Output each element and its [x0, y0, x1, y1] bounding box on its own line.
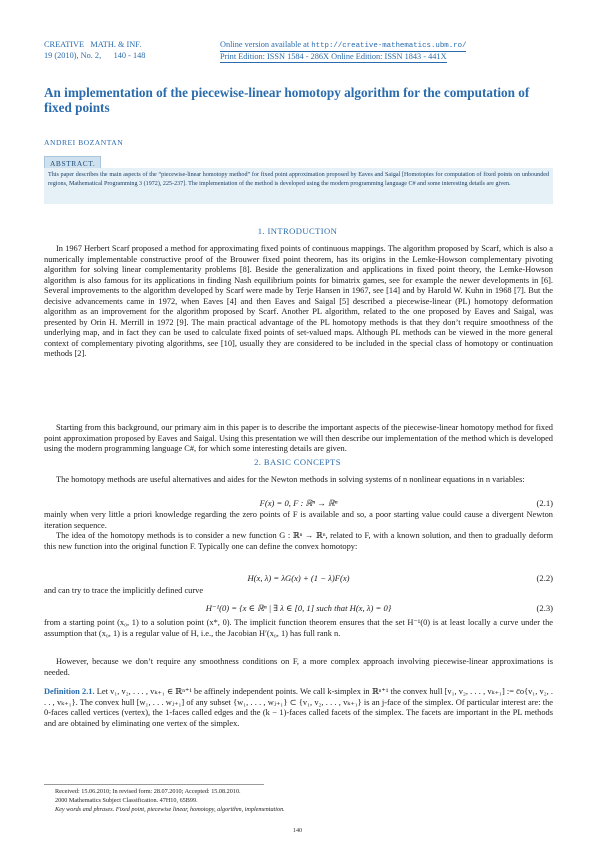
- definition-2-1: [44, 687, 553, 729]
- author-name: ANDREI BOZANTAN: [44, 138, 124, 147]
- equation-2-3-number: (2.3): [536, 603, 553, 613]
- basic-paragraph-3: The idea of the homotopy methods is to consider a new function G : ℝⁿ → ℝⁿ, related to F, with a known solution, and then to gradually deform this new function into the original function F. Typically one can define the convex homotopy:: [44, 531, 553, 551]
- journal-name: CREATIVE MATH. & INF.: [44, 40, 142, 49]
- abstract-text: This paper describes the main aspects of the “piecewise-linear homotopy method” for fixed point approximation proposed by Eaves and Saigal [Homotopies for computation of fixed points on unbounded regions, Mathematical Programming 3 (1972), 225-237]. The implementation of the method is developed using the modern programming language C# and some interesting details are given.: [44, 168, 553, 204]
- page-number: 140: [292, 827, 303, 834]
- equation-2-2-body: H(x, λ) = λG(x) + (1 − λ)F(x): [247, 573, 350, 583]
- basic-paragraph-1: The homotopy methods are useful alternatives and aides for the Newton methods in solving systems of n nonlinear equations in n variables:: [56, 475, 525, 484]
- online-url-link[interactable]: http://creative-mathematics.ubm.ro/: [311, 42, 467, 50]
- abstract-label: ABSTRACT.: [44, 156, 101, 170]
- equation-2-1-body: F(x) = 0, F : ℝⁿ → ℝⁿ: [259, 498, 338, 508]
- equation-2-1-number: (2.1): [536, 498, 553, 508]
- intro-paragraph-1: In 1967 Herbert Scarf proposed a method for approximating fixed points of continuous mappings. The algorithm proposed by Scarf, which is also a numerically implementable constructive proof of the Brouwer fixed point theorem, has its origins in the Lemke-Howson complementary pivoting algorithm for solving linear complementarity problems [8]. Beside the generalization and applications in fixed point theory, the Lemke-Howson algorithm is also famous for its applications in finding Nash equilibrium points for bimatrix games, see for example the newer developments in [6]. Several improvements to the algorithm developed by Scarf were made by Terje Hansen in 1967, see [14] and by Harold W. Kuhn in 1968 [7]. But the decisive advancements came in 1972, when Eaves [4] and then Eaves and Saigal [5] described a piecewise-linear (PL) homotopy deformation algorithm as an improvement for the algorithm proposed by Scarf. Another PL algorithm, related to the one proposed by Eaves and Saigal, was presented by Orin H. Merrill in 1972 [9]. The main practical advantage of the PL homotopy methods is that they don’t require smoothness of the underlying map, and in fact they can be used to calculate fixed points of set-valued maps. Although PL methods can be viewed in the more general context of complementary pivoting algorithms, see [10], usually they are considered to be included in the special class of homotopy or continuation methods [2].: [44, 244, 553, 358]
- footnotes: [55, 787, 535, 815]
- journal-header: [44, 40, 552, 74]
- equation-2-3-body: H⁻¹(0) = {x ∈ ℝⁿ | ∃ λ ∈ [0, 1] such that H(x, λ) = 0}: [205, 603, 392, 613]
- intro-paragraph-2: Starting from this background, our primary aim in this paper is to describe the important aspects of the piecewise-linear homotopy method for fixed point approximation proposed by Eaves and Saigal. Using this presentation we will then describe our implementation of the method which is developed using the modern programming language C#, for which some interesting details are given.: [44, 423, 553, 453]
- basic-paragraph-5: from a starting point (x₀, 1) to a solution point (x*, 0). The implicit function theorem ensures that the set H⁻¹(0) is at least locally a curve under the assumption that (x₀, 1) is a regular value of H, i.e., the Jacobian H′(x₀, 1) has full rank n.: [44, 618, 553, 638]
- basic-paragraph-2: mainly when very little a priori knowledge regarding the zero points of F is available and so, a poor starting value could cause a divergent Newton iteration sequence.: [44, 510, 553, 530]
- footnote-keywords: Key words and phrases. Fixed point, piecewise linear, homotopy, algorithm, implementation.: [55, 806, 285, 814]
- footnote-msc: 2000 Mathematics Subject Classification. 47H10, 65B99.: [55, 797, 198, 805]
- paper-title: An implementation of the piecewise-linear homotopy algorithm for the computation of fixed points: [44, 85, 530, 115]
- basic-paragraph-4: and can try to trace the implicitly defined curve: [44, 586, 204, 595]
- footnote-rule: [44, 784, 264, 785]
- definition-text: Let v₁, v₂, . . . , vₖ₊₁ ∈ ℝⁿ⁺¹ be affinely independent points. We call k-simplex in ℝⁿ⁺¹ the convex hull [v₁, v₂, . . . , vₖ₊₁] := c̄o{v₁, v₂, . . . , vₖ₊₁}. The convex hull [w₁, . . . wⱼ₊₁] of any subset {w₁, . . . , wⱼ₊₁} ⊂ {v₁, v₂, . . . , vₖ₊₁} is an j-face of the simplex. Of particular interest are: the 0-faces called vertices (vertex), the 1-faces called edges and the (k − 1)-faces called facets of the simplex. The facets are important in the PL methods and are obtained by eliminating one vertex of the simplex.: [44, 687, 553, 728]
- footnote-received: Received: 15.06.2010; In revised form: 28.07.2010; Accepted: 15.08.2010.: [55, 788, 241, 795]
- section-heading-basic-concepts: 2. BASIC CONCEPTS: [254, 457, 341, 467]
- definition-label: Definition 2.1.: [44, 687, 95, 696]
- online-label: Online version available at: [220, 40, 312, 49]
- journal-info: [44, 40, 145, 61]
- journal-issue: 19 (2010), No. 2, 140 - 148: [44, 50, 146, 60]
- basic-paragraph-6: However, because we don’t require any smoothness conditions on F, a more complex approach involving piecewise-linear approximations is needed.: [44, 657, 553, 677]
- print-edition: Print Edition: ISSN 1584 - 286X Online Edition: ISSN 1843 - 441X: [220, 52, 447, 62]
- equation-2-2-number: (2.2): [536, 573, 553, 583]
- edition-info: [220, 40, 466, 63]
- section-heading-introduction: 1. INTRODUCTION: [257, 226, 338, 236]
